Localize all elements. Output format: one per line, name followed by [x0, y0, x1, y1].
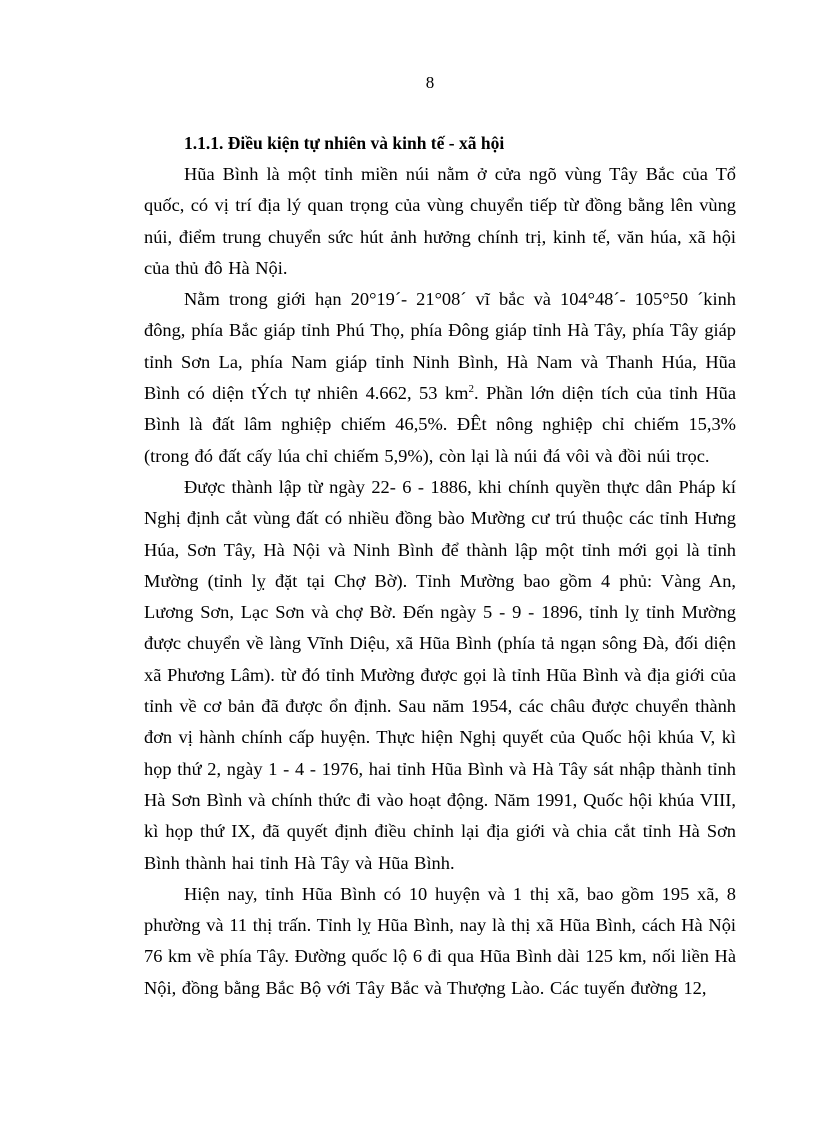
- section-heading: 1.1.1. Điều kiện tự nhiên và kinh tế - xã hội: [184, 133, 505, 153]
- paragraph-geography-text-2: . Phần lớn diện tích của tỉnh Hũa Bình là đất lâm nghiệp chiếm 46,5%. ĐÊt nông nghiệp chỉ chiếm 15,3% (trong đó đất cấy lúa chỉ chiếm 5,9%), còn lại là núi đá vôi và đồi núi trọc.: [144, 383, 736, 466]
- page-number: 8: [425, 73, 435, 92]
- paragraph-history: Được thành lập từ ngày 22- 6 - 1886, khi chính quyền thực dân Pháp kí Nghị định cắt vùng đất có nhiều đồng bào Mường cư trú thuộc các tỉnh Hưng Húa, Sơn Tây, Hà Nội và Ninh Bình để thành lập một tỉnh mới gọi là tỉnh Mường (tỉnh lỵ đặt tại Chợ Bờ). Tỉnh Mường bao gồm 4 phủ: Vàng An, Lương Sơn, Lạc Sơn và chợ Bờ. Đến ngày 5 - 9 - 1896, tỉnh lỵ tỉnh Mường được chuyển về làng Vĩnh Diệu, xã Hũa Bình (phía tả ngạn sông Đà, đối diện xã Phương Lâm). từ đó tỉnh Mường được gọi là tỉnh Hũa Bình và địa giới của tỉnh về cơ bản đã được ổn định. Sau năm 1954, các châu được chuyển thành đơn vị hành chính cấp huyện. Thực hiện Nghị quyết của Quốc hội khúa V, kì họp thứ 2, ngày 1 - 4 - 1976, hai tỉnh Hũa Bình và Hà Tây sát nhập thành tỉnh Hà Sơn Bình và chính thức đi vào hoạt động. Năm 1991, Quốc hội khúa VIII, kì họp thứ IX, đã quyết định điều chỉnh lại địa giới và chia cắt tỉnh Hà Sơn Bình thành hai tỉnh Hà Tây và Hũa Bình.: [144, 476, 736, 873]
- paragraph-geography: [144, 284, 736, 472]
- document-body: [144, 128, 736, 1004]
- paragraph-intro: Hũa Bình là một tỉnh miền núi nằm ở cửa ngõ vùng Tây Bắc của Tổ quốc, có vị trí địa lý quan trọng của vùng chuyển tiếp từ đồng bằng lên vùng núi, điểm trung chuyển sức hút ảnh hưởng chính trị, kinh tế, văn húa, xã hội của thủ đô Hà Nội.: [144, 164, 736, 278]
- paragraph-administration: Hiện nay, tỉnh Hũa Bình có 10 huyện và 1 thị xã, bao gồm 195 xã, 8 phường và 11 thị trấn. Tỉnh lỵ Hũa Bình, nay là thị xã Hũa Bình, cách Hà Nội 76 km về phía Tây. Đường quốc lộ 6 đi qua Hũa Bình dài 125 km, nối liền Hà Nội, đồng bằng Bắc Bộ với Tây Bắc và Thượng Lào. Các tuyến đường 12,: [144, 883, 736, 998]
- superscript-unit: 2: [468, 382, 474, 395]
- paragraph-geography-text-1: Nằm trong giới hạn 20°19´- 21°08´ vĩ bắc và 104°48´- 105°50 ´kinh đông, phía Bắc giáp tỉnh Phú Thọ, phía Đông giáp tỉnh Hà Tây, phía Tây giáp tỉnh Sơn La, phía Nam giáp tỉnh Ninh Bình, Hà Nam và Thanh Húa, Hũa Bình có diện tÝch tự nhiên 4.662, 53 km: [144, 289, 736, 404]
